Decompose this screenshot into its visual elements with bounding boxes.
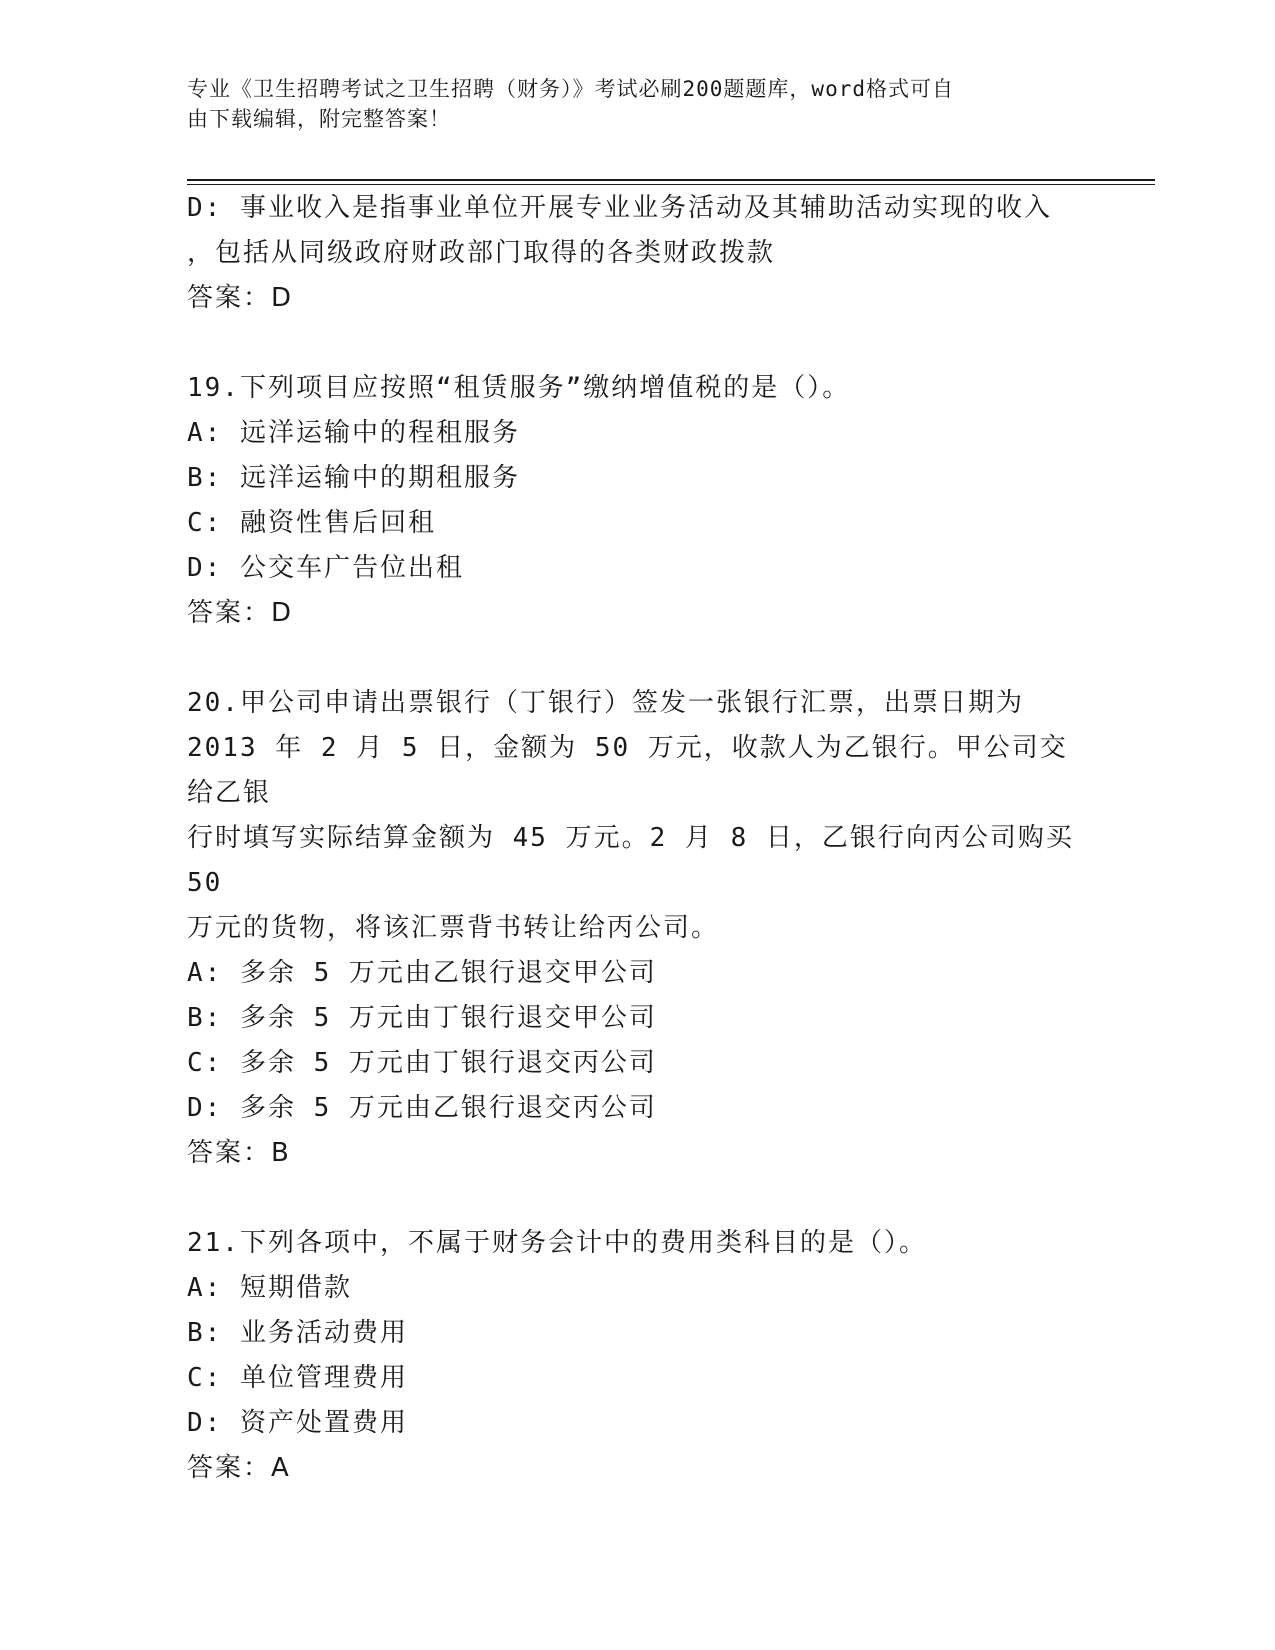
- answer-line: 答案：D: [187, 283, 294, 313]
- question-stem: 19.下列项目应按照“租赁服务”缴纳增值税的是（）。: [187, 373, 851, 403]
- header-line-2: 由下载编辑，附完整答案！: [187, 107, 451, 131]
- spacer: [187, 1176, 1087, 1221]
- question-19: [187, 366, 1087, 636]
- question-stem-line-2: 2013 年 2 月 5 日，金额为 50 万元，收款人为乙银行。甲公司交给乙银: [187, 733, 1068, 808]
- option-d: D: 公交车广告位出租: [187, 553, 464, 583]
- option-d: D: 多余 5 万元由乙银行退交丙公司: [187, 1093, 657, 1123]
- option-c: C: 融资性售后回租: [187, 508, 436, 538]
- question-stem: 21.下列各项中，不属于财务会计中的费用类科目的是（）。: [187, 1228, 927, 1258]
- option-b: B: 远洋运输中的期租服务: [187, 463, 520, 493]
- spacer: [187, 321, 1087, 366]
- question-stem-line-4: 万元的货物，将该汇票背书转让给丙公司。: [187, 913, 720, 943]
- option-d: D: 资产处置费用: [187, 1408, 408, 1438]
- option-c: C: 单位管理费用: [187, 1363, 408, 1393]
- answer-line: 答案：D: [187, 598, 294, 628]
- option-d-line-2: ，包括从同级政府财政部门取得的各类财政拨款: [187, 238, 776, 268]
- header-divider-thin: [187, 184, 1155, 185]
- option-b: B: 多余 5 万元由丁银行退交甲公司: [187, 1003, 657, 1033]
- question-20: [187, 681, 1092, 1176]
- document-header: [187, 74, 1087, 134]
- option-d-line-1: D: 事业收入是指事业单位开展专业业务活动及其辅助活动实现的收入: [187, 193, 1052, 223]
- header-line-1: 专业《卫生招聘考试之卫生招聘（财务）》考试必刷200题题库，word格式可自: [187, 77, 954, 101]
- question-stem-line-1: 20.甲公司申请出票银行（丁银行）签发一张银行汇票，出票日期为: [187, 688, 1024, 718]
- question-stem-line-3: 行时填写实际结算金额为 45 万元。2 月 8 日，乙银行向丙公司购买 50: [187, 823, 1092, 898]
- option-a: A: 多余 5 万元由乙银行退交甲公司: [187, 958, 657, 988]
- previous-question: [187, 186, 1087, 321]
- header-divider-thick: [187, 179, 1155, 181]
- option-b: B: 业务活动费用: [187, 1318, 408, 1348]
- spacer: [187, 636, 1087, 681]
- document-body: [187, 186, 1092, 1491]
- answer-line: 答案：A: [187, 1453, 291, 1483]
- question-21: [187, 1221, 1087, 1491]
- option-a: A: 短期借款: [187, 1273, 352, 1303]
- option-a: A: 远洋运输中的程租服务: [187, 418, 520, 448]
- answer-line: 答案：B: [187, 1138, 291, 1168]
- option-c: C: 多余 5 万元由丁银行退交丙公司: [187, 1048, 657, 1078]
